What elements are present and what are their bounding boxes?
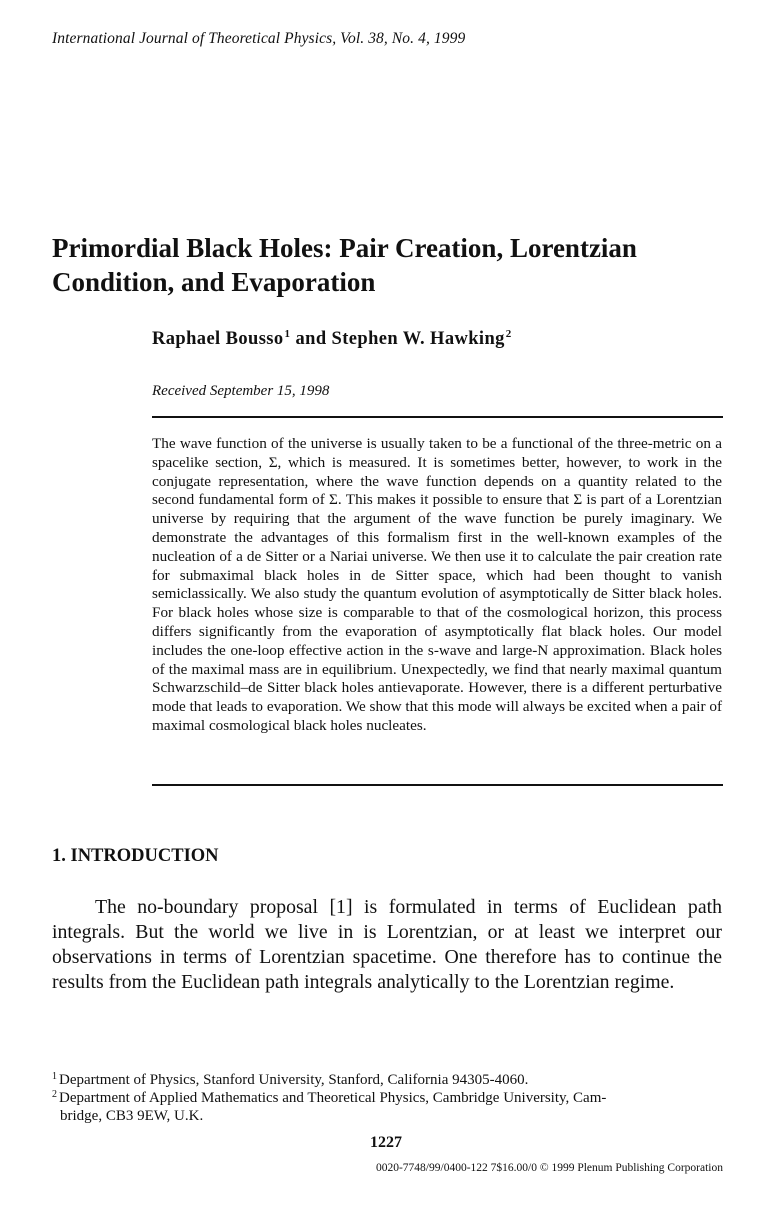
received-date: Received September 15, 1998 [152,383,330,399]
footnote-continuation: bridge, CB3 9EW, U.K. [60,1108,204,1124]
footnote-text: Department of Physics, Stanford University, Stanford, California 94305-4060. [59,1072,529,1088]
footnote-mark: 2 [52,1089,57,1100]
journal-header: International Journal of Theoretical Physics, Vol. 38, No. 4, 1999 [52,30,466,47]
copyright-line: 0020-7748/99/0400-122 7$16.00/0 © 1999 Plenum Publishing Corporation [375,1162,723,1174]
footnote [52,1086,722,1125]
affiliation-mark: 2 [505,328,512,340]
abstract: The wave function of the universe is usually taken to be a functional of the three-metric on a spacelike section, Σ, which is measured. It is sometimes better, however, to work in the conjugate representation, where the wave function depends on a quantity related to the second fundamental form of Σ. This makes it possible to ensure that Σ is part of a Lorentzian universe by requiring that the argument of the wave function be purely imaginary. We demonstrate the advantages of this formalism first in the well-known examples of the nucleation of a de Sitter or a Nariai universe. We then use it to calculate the pair creation rate for submaximal black holes in de Sitter space, which had been thought to vanish semiclassically. We also study the quantum evolution of asymptotically de Sitter black holes. For black holes whose size is comparable to that of the cosmological horizon, this process differs significantly from the evaporation of asymptotically flat black holes. Our model includes the one-loop effective action in the s-wave and large-N approximation. Black holes of the maximal mass are in equilibrium. Unexpectedly, we find that nearly maximal quantum Schwarzschild–de Sitter black holes antievaporate. However, there is a different perturbative mode that leads to evaporation. We show that this mode will always be excited when a pair of maximal cosmological black holes nucleates. [152,435,722,734]
footnote-mark: 1 [52,1071,57,1082]
intro-paragraph: The no-boundary proposal [1] is formulated in terms of Euclidean path integrals. But the world we live in is Lorentzian, or at least we interpret our observations in terms of Lorentzian spacetime. One therefore has to continue the results from the Euclidean path integrals analytically to the Lorentzian regime. [52,896,722,993]
page-number: 1227 [370,1134,402,1151]
author-separator: and [295,329,327,349]
section-heading: 1. INTRODUCTION [52,846,219,866]
abstract-top-rule [152,416,723,418]
author-line [152,328,512,350]
author-name: Raphael Bousso [152,329,284,349]
paper-title: Primordial Black Holes: Pair Creation, Lorentzian Condition, and Evaporation [52,233,637,297]
affiliation-mark: 1 [284,328,291,340]
author-name: Stephen W. Hawking [331,329,505,349]
footnote-text: Department of Applied Mathematics and Theoretical Physics, Cambridge University, Cam- [59,1090,607,1106]
abstract-bottom-rule [152,784,723,786]
